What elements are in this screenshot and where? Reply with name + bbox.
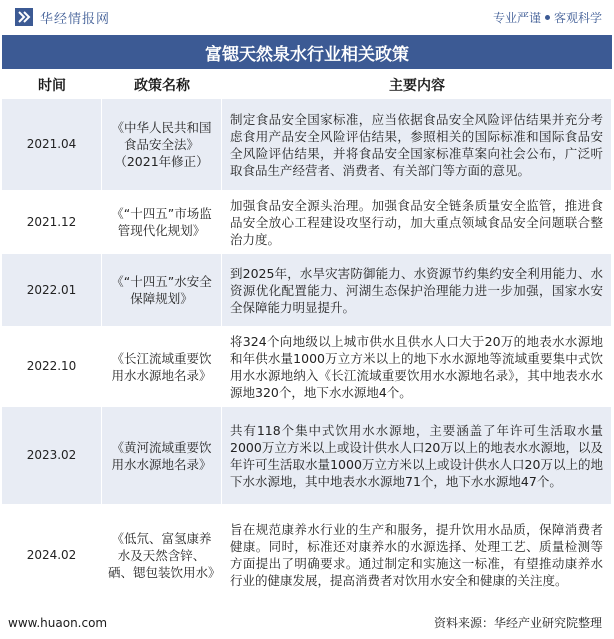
top-bar: [0, 0, 614, 34]
table-row: [2, 191, 612, 254]
slogan-left: 专业严谨: [492, 10, 541, 25]
table-header: [2, 71, 612, 99]
time-cell: 2022.10: [2, 327, 102, 407]
content-cell: 共有118个集中式饮用水水源地，主要涵盖了年许可生活取水量2000万立方米以上或设计供水人口20万以上的地表水水源地，以及年许可生活取水量1000万立方米以上或设计供水人口20万以上的地下水水源地，其中地表水水源地71个，地下水水源地47个。: [222, 407, 612, 505]
content-cell: 加强食品安全源头治理。加强食品安全链条质量安全监管，推进食品安全放心工程建设攻坚行动，加大重点领域食品安全问题联合整治力度。: [222, 191, 612, 254]
time-cell: 2023.02: [2, 407, 102, 505]
time-cell: 2022.01: [2, 254, 102, 327]
column-header-content: 主要内容: [389, 78, 445, 94]
table-row: [2, 99, 612, 191]
brand[interactable]: [14, 7, 110, 27]
content-cell: 到2025年，水旱灾害防御能力、水资源节约集约安全利用能力、水资源优化配置能力、河湖生态保护治理能力进一步加强，国家水安全保障能力明显提升。: [222, 254, 612, 327]
brand-name: 华经情报网: [40, 11, 111, 27]
policy-name-cell: 《“十四五”水安全保障规划》: [102, 254, 222, 327]
footer: [0, 606, 614, 639]
policy-name-cell: 《“十四五”市场监管现代化规划》: [102, 191, 222, 254]
table-body: [2, 99, 612, 606]
time-cell: 2021.04: [2, 99, 102, 191]
footer-url-link[interactable]: www.huaon.com: [8, 615, 108, 630]
content-cell: 旨在规范康养水行业的生产和服务，提升饮用水品质，保障消费者健康。同时，标准还对康养水的水源选择、处理工艺、质量检测等方面提出了明确要求。通过制定和实施这一标准，有望推动康养水行业的健康发展，提高消费者对饮用水安全和健康的关注度。: [222, 505, 612, 606]
content-cell: 将324个向地级以上城市供水且供水人口大于20万的地表水水源地和年供水量1000万立方米以上的地下水水源地等流域重要集中式饮用水水源地纳入《长江流域重要饮用水水源地名录》，其中地表水水源地320个，地下水水源地4个。: [222, 327, 612, 407]
table-row: [2, 254, 612, 327]
column-header-time: 时间: [38, 78, 66, 94]
policy-name-cell: 《长江流域重要饮用水水源地名录》: [102, 327, 222, 407]
policy-name-cell: 《中华人民共和国食品安全法》（2021年修正）: [102, 99, 222, 191]
slogan: [493, 9, 602, 26]
policy-name-cell: 《黄河流域重要饮用水水源地名录》: [102, 407, 222, 505]
table-title: 富锶天然泉水行业相关政策: [2, 35, 612, 69]
source-note: 资料来源：华经产业研究院整理: [433, 616, 602, 630]
column-header-policy: 政策名称: [134, 78, 190, 94]
time-cell: 2021.12: [2, 191, 102, 254]
table-row: [2, 407, 612, 505]
policy-name-cell: 《低氘、富氢康养水及天然含锌、硒、锶包装饮用水》: [102, 505, 222, 606]
bullet-dot-icon: [545, 15, 550, 20]
slogan-right: 客观科学: [553, 10, 602, 25]
time-cell: 2024.02: [2, 505, 102, 606]
table-row: [2, 505, 612, 606]
huajing-logo-icon: [14, 7, 34, 27]
content-cell: 制定食品安全国家标准，应当依据食品安全风险评估结果并充分考虑食用产品安全风险评估结果，参照相关的国际标准和国际食品安全风险评估结果，并将食品安全国家标准草案向社会公布，广泛听取食品生产经营者、消费者、有关部门等方面的意见。: [222, 99, 612, 191]
table-row: [2, 327, 612, 407]
